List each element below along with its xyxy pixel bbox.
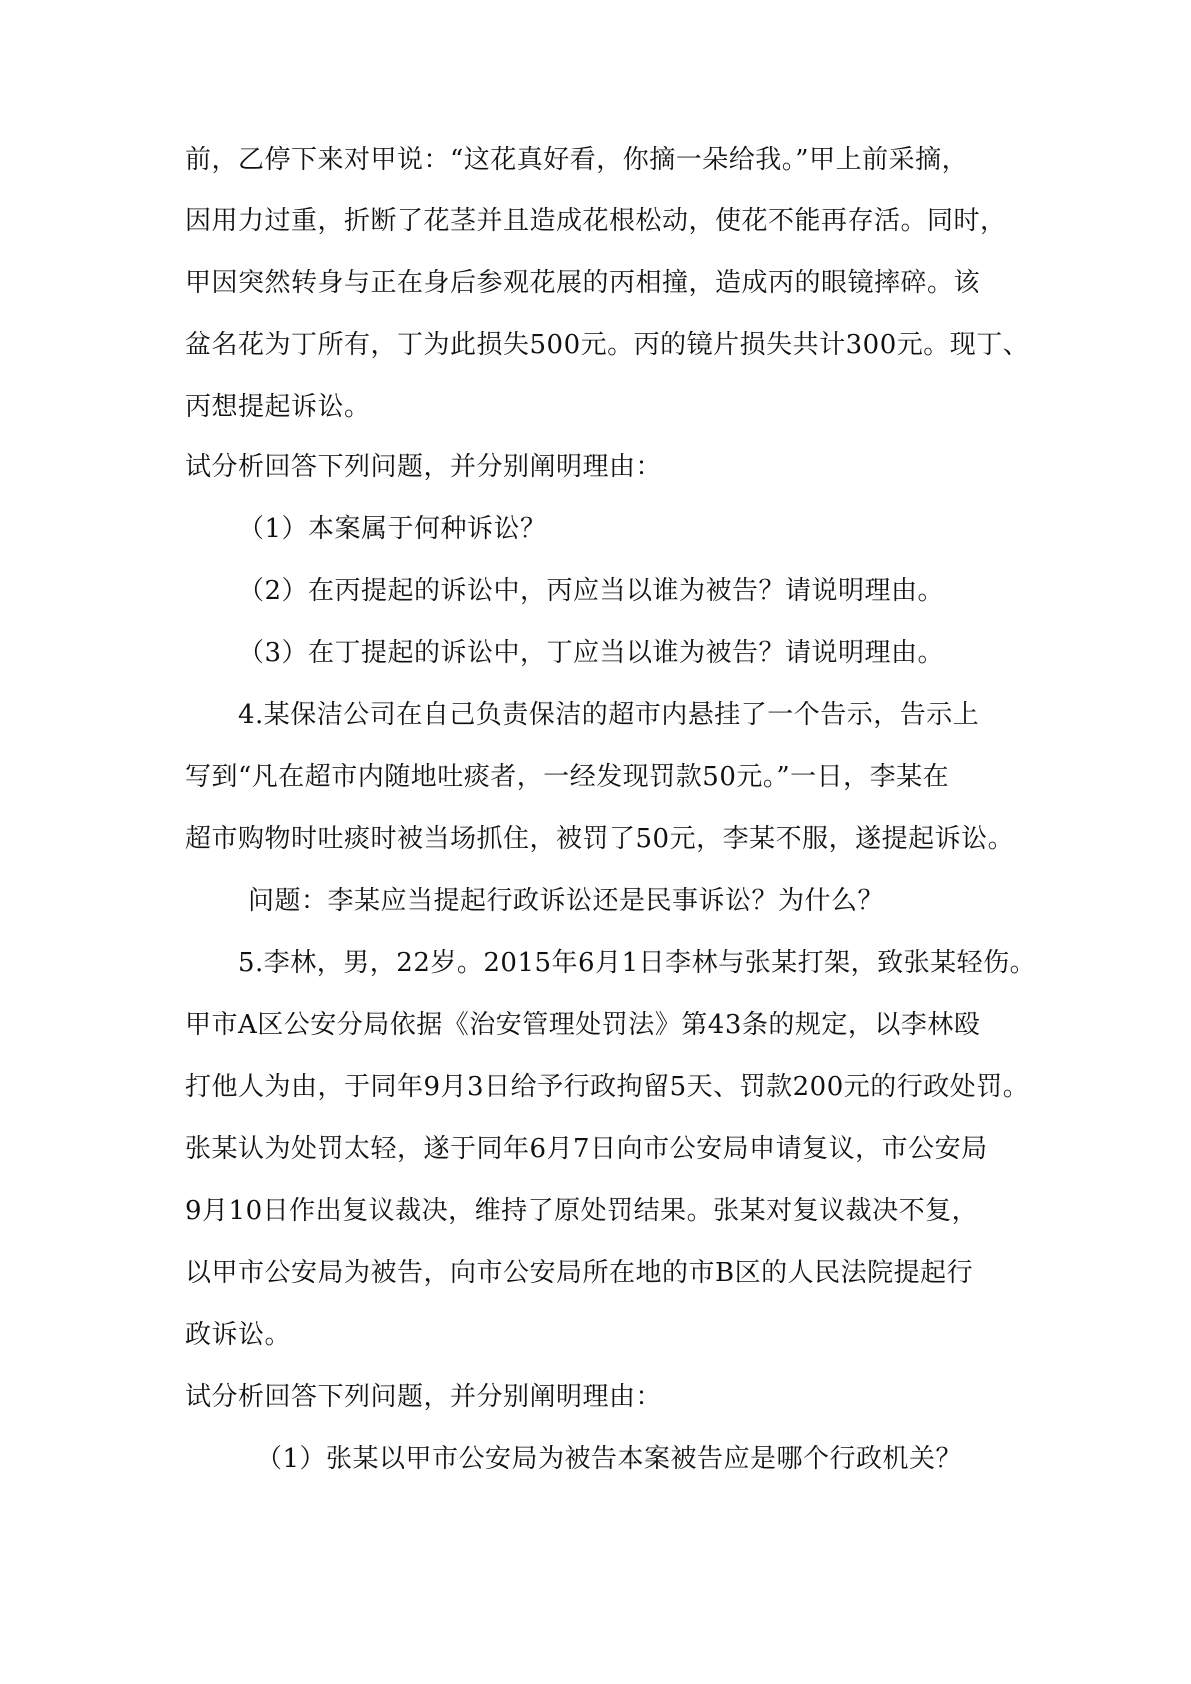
case-4-line-3: 超市购物时吐痰时被当场抓住，被罚了50元，李某不服，遂提起诉讼。 [185,824,1015,854]
text-line-1: 前，乙停下来对甲说：“这花真好看，你摘一朵给我。”甲上前采摘， [185,145,969,175]
question-prompt-2: 试分析回答下列问题，并分别阐明理由： [185,1382,663,1412]
case-5-line-1: 5.李林，男，22岁。2015年6月1日李林与张某打架，致张某轻伤。 [238,948,1037,978]
case-4-line-2: 写到“凡在超市内随地吐痰者，一经发现罚款50元。”一日，李某在 [185,762,950,792]
case-5-line-4: 张某认为处罚太轻，遂于同年6月7日向市公安局申请复议，市公安局 [185,1134,988,1164]
question-item-2: （2）在丙提起的诉讼中，丙应当以谁为被告？请说明理由。 [238,576,945,606]
case-4-question: 问题：李某应当提起行政诉讼还是民事诉讼？为什么？ [248,886,885,916]
question-prompt: 试分析回答下列问题，并分别阐明理由： [185,452,663,482]
case-5-line-5: 9月10日作出复议裁决，维持了原处罚结果。张某对复议裁决不复， [185,1196,979,1226]
case-4-line-1: 4.某保洁公司在自己负责保洁的超市内悬挂了一个告示，告示上 [238,700,980,730]
question-item-1: （1）本案属于何种诉讼？ [238,514,547,544]
case-5-line-6: 以甲市公安局为被告，向市公安局所在地的市B区的人民法院提起行 [185,1258,974,1288]
case-5-question-1: （1）张某以甲市公安局为被告本案被告应是哪个行政机关？ [256,1444,963,1474]
case-5-line-2: 甲市A区公安分局依据《治安管理处罚法》第43条的规定，以李林殴 [185,1010,981,1040]
text-line-4: 盆名花为丁所有，丁为此损失500元。丙的镜片损失共计300元。现丁、 [185,330,1030,360]
case-5-line-7: 政诉讼。 [185,1320,292,1350]
question-item-3: （3）在丁提起的诉讼中，丁应当以谁为被告？请说明理由。 [238,638,945,668]
text-line-5: 丙想提起诉讼。 [185,392,371,422]
text-line-3: 甲因突然转身与正在身后参观花展的丙相撞，造成丙的眼镜摔碎。该 [185,268,981,298]
text-line-2: 因用力过重，折断了花茎并且造成花根松动，使花不能再存活。同时， [185,206,1007,236]
case-5-line-3: 打他人为由，于同年9月3日给予行政拘留5天、罚款200元的行政处罚。 [185,1072,1030,1102]
